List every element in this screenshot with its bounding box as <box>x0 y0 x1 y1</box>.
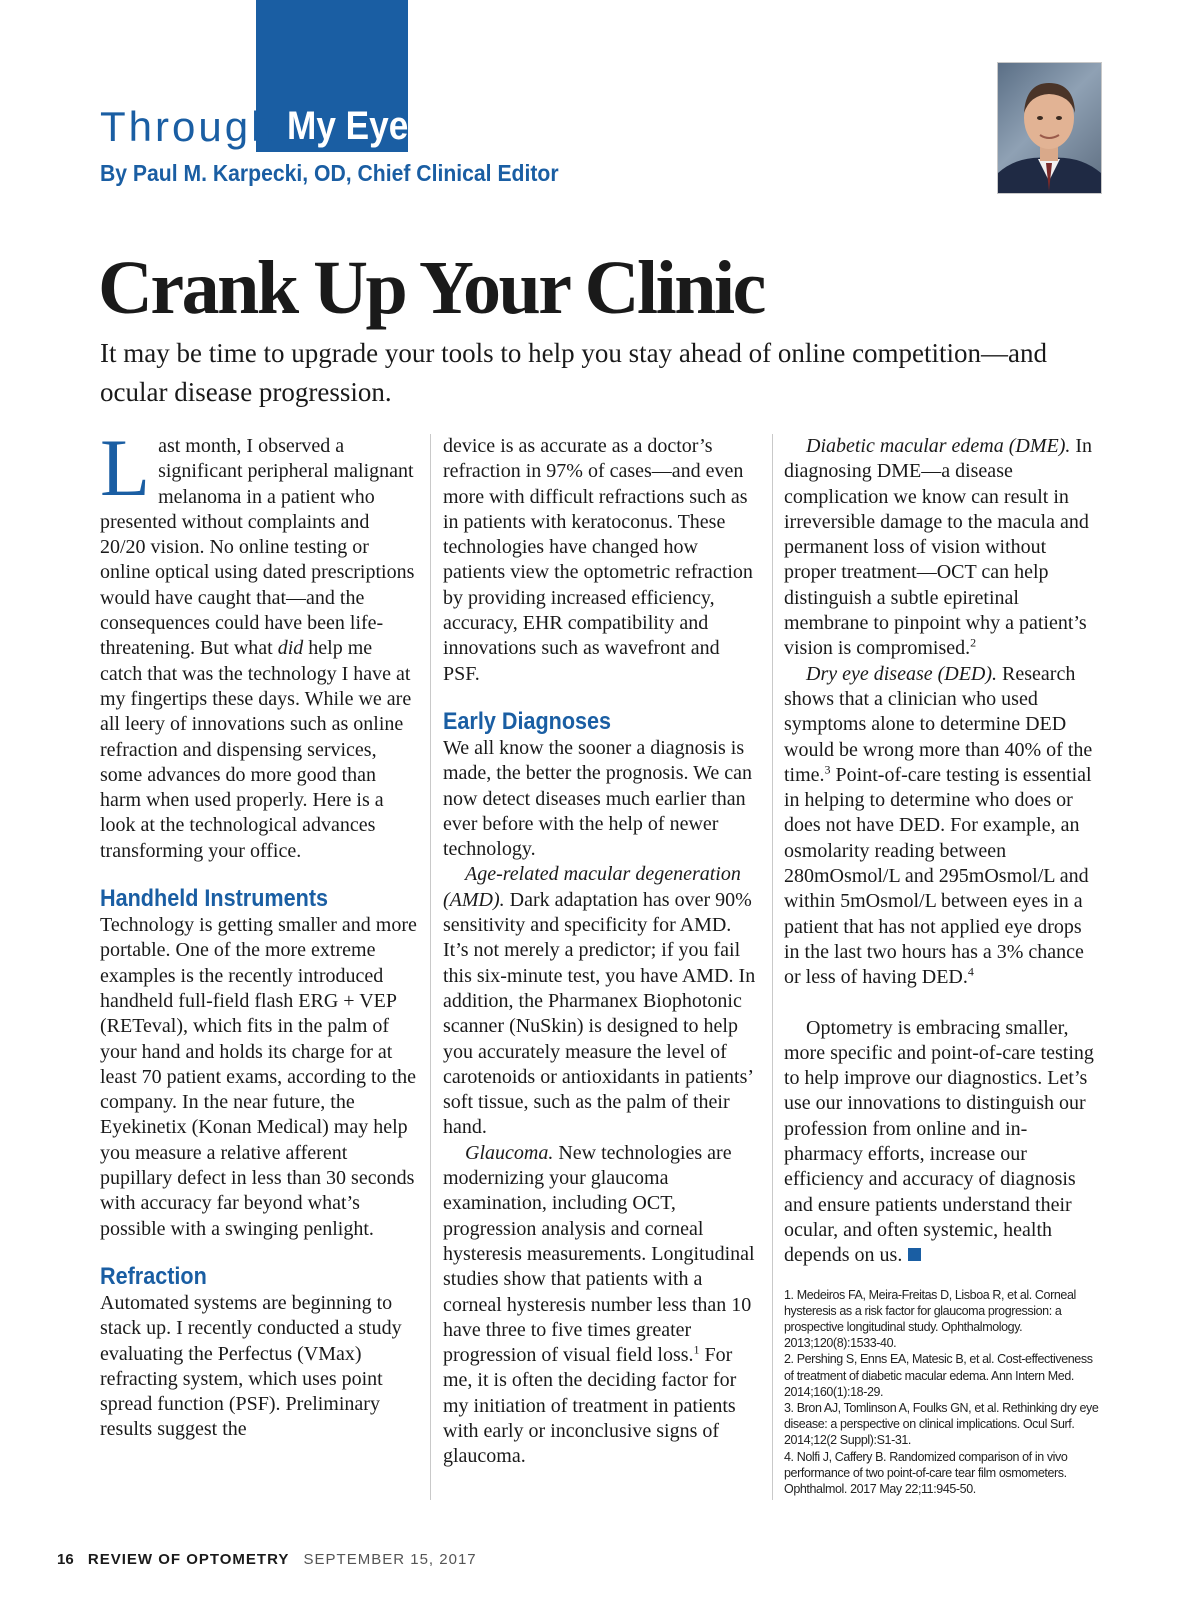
dme-text: In diagnosing DME—a disease complication we know can result in irreversible damage to the macula and permanent loss of vision without proper treatment—OCT can help distinguish a subtle epiretinal membrane to pinpoint why a patient’s vision is compromised. <box>784 435 1093 660</box>
reference-item: 3. Bron AJ, Tomlinson A, Foulks GN, et al. Rethinking dry eye disease: a perspective on clinical implications. Ocul Surf. 2014;12(2 Suppl):S1-31. <box>784 1400 1099 1448</box>
references <box>784 1287 1102 1498</box>
dme-paragraph <box>784 434 1102 662</box>
section-heading-early-diagnoses: Early Diagnoses <box>443 707 612 735</box>
refraction-paragraph: Automated systems are beginning to stack up. I recently conducted a study evaluating the Perfectus (VMax) refracting system, which uses point spread function (PSF). Preliminary results suggest the <box>100 1291 402 1441</box>
glaucoma-text-cont: For me, it is often the deciding factor for my initiation of treatment in patients with early or inconclusive signs of glaucoma. <box>443 1344 737 1468</box>
article-title: Crank Up Your Clinic <box>98 246 764 330</box>
citation-3: 3 <box>824 762 831 777</box>
conclusion-text: Optometry is embracing smaller, more specific and point-of-care testing to help improve our diagnostics. Let’s use our innovations to distinguish our profession from online and in-pharmacy efforts, increase our efficiency and accuracy of diagnosis and ensure patients understand their ocular, and often systemic, health depends on us. <box>784 1016 1094 1267</box>
section-heading-handheld: Handheld Instruments <box>100 885 329 913</box>
page-footer <box>57 1551 477 1568</box>
section-heading-refraction: Refraction <box>100 1262 207 1290</box>
byline: By Paul M. Karpecki, OD, Chief Clinical Editor <box>100 160 559 186</box>
magazine-name: REVIEW OF OPTOMETRY <box>87 1551 290 1568</box>
citation-1: 1 <box>693 1342 700 1357</box>
handheld-paragraph: Technology is getting smaller and more portable. One of the more extreme examples is the recently introduced handheld full-field flash ERG + VEP (RETeval), which fits in the palm of your hand and holds its charge for at least 70 patient exams, according to the company. In the near future, the Eyekinetix (Konan Medical) may help you measure a relative afferent pupillary defect in less than 30 seconds with accuracy far beyond what’s possible with a swinging penlight. <box>100 914 417 1240</box>
intro-emphasis: did <box>277 637 304 660</box>
column-1 <box>100 422 418 1443</box>
intro-text: ast month, I observed a significant peripheral malignant melanoma in a patient who presented without complaints and 20/20 vision. No online testing or online optical using dated prescriptions would have caught that—and the consequences could have been life-threatening. But what <box>100 435 415 660</box>
reference-item: 2. Pershing S, Enns EA, Matesic B, et al. Cost-effectiveness of treatment of diabetic macular edema. Ann Intern Med. 2014;160(1):18-29. <box>784 1352 1093 1399</box>
department-title <box>100 102 437 152</box>
glaucoma-paragraph <box>443 1141 761 1470</box>
citation-2: 2 <box>970 635 977 650</box>
ded-text: Research shows that a clinician who used symptoms alone to determine DED would be wrong more than 40% of the time. <box>784 662 1093 786</box>
column-divider <box>430 434 431 1500</box>
end-square-icon <box>908 1248 921 1261</box>
reference-item: 1. Medeiros FA, Meira-Freitas D, Lisboa R, et al. Corneal hysteresis as a risk factor for glaucoma progression: a prospective longitudinal study. Ophthalmology. 2013;120(8):1533-40. <box>784 1287 1076 1351</box>
glaucoma-text: New technologies are modernizing your glaucoma examination, including OCT, progression analysis and corneal hysteresis measurements. Longitudinal studies show that patients with a corneal hysteresis number less than 10 have three to five times greater progression of visual field loss. <box>443 1141 755 1367</box>
reference-item: 4. Nolfi J, Caffery B. Randomized comparison of in vivo performance of two point-of-care tear film osmometers. Ophthalmol. 2017 May 22;11:945-50. <box>784 1449 1068 1496</box>
conclusion-paragraph <box>784 1016 1102 1269</box>
drop-cap: L <box>100 422 151 513</box>
page-number: 16 <box>57 1551 74 1568</box>
dme-term: Diabetic macular edema (DME). <box>806 435 1071 457</box>
department-title-bold: My Eyes <box>287 104 429 148</box>
intro-paragraph <box>100 422 418 864</box>
amd-term: Age-related macular degeneration (AMD). <box>443 863 741 911</box>
intro-text-cont: help me catch that was the technology I have at my fingertips these days. While we are all leery of innovations such as online refraction and dispensing services, some advances do more good than harm when used properly. Here is a look at the technological advances transforming your office. <box>100 637 412 862</box>
refraction-paragraph-cont: device is as accurate as a doctor’s refraction in 97% of cases—and even more with difficult refractions such as in patients with keratoconus. These technologies have changed how patients view the optometric refraction by providing increased efficiency, accuracy, EHR compatibility and innovations such as wavefront and PSF. <box>443 435 753 685</box>
early-diagnoses-paragraph: We all know the sooner a diagnosis is made, the better the prognosis. We can now detect diseases much earlier than ever before with the help of newer technology. <box>443 736 753 861</box>
column-3 <box>784 434 1102 1497</box>
author-photo <box>997 62 1102 194</box>
amd-text: Dark adaptation has over 90% sensitivity and specificity for AMD. It’s not merely a predictor; if you fail this six-minute test, you have AMD. In addition, the Pharmanex Biophotonic scanner (NuSkin) is designed to help you accurately measure the level of carotenoids or antioxidants in patients’ soft tissue, such as the palm of their hand. <box>443 888 756 1139</box>
article-dek: It may be time to upgrade your tools to help you stay ahead of online competition—and ocular disease progression. <box>100 338 1048 407</box>
department-title-light: Through <box>100 103 278 150</box>
amd-paragraph <box>443 862 761 1140</box>
ded-paragraph <box>784 662 1102 991</box>
column-2 <box>443 434 761 1470</box>
ded-text-cont: Point-of-care testing is essential in helping to determine who does or does not have DED. For example, an osmolarity reading between 280mOsmol/L and 295mOsmol/L and within 5mOsmol/L between eyes in a patient that has not applied eye drops in the last two hours has a 3% chance or less of having DED. <box>784 763 1092 989</box>
citation-4: 4 <box>967 964 974 979</box>
glaucoma-term: Glaucoma. <box>465 1141 554 1164</box>
issue-date: SEPTEMBER 15, 2017 <box>303 1551 477 1568</box>
column-divider <box>772 434 773 1500</box>
ded-term: Dry eye disease (DED). <box>806 662 998 685</box>
